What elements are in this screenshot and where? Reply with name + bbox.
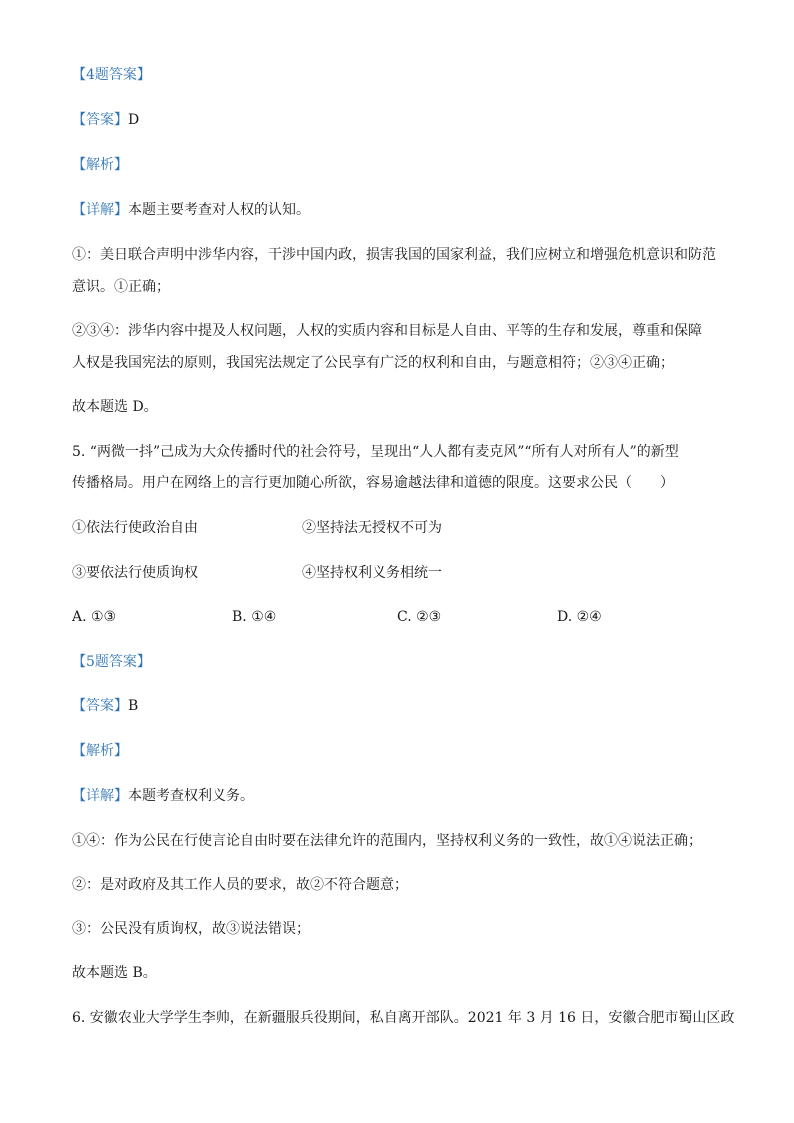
q5-choice-a: A. ①③ xyxy=(72,609,117,625)
q4-answer-header: 【4题答案】 xyxy=(72,67,151,83)
answer-tag: 【答案】 xyxy=(72,698,128,714)
q5-choice-d: D. ②④ xyxy=(557,609,602,625)
q4-answer-line xyxy=(72,111,139,129)
q4-explanation-2-line-2: 人权是我国宪法的原则，我国宪法规定了公民享有广泛的权利和自由，与题意相符；②③④正确； xyxy=(72,355,674,371)
q5-item-2: ②坚持法无授权不可为 xyxy=(302,520,442,536)
q5-conclusion: 故本题选 B。 xyxy=(72,965,157,981)
q5-item-4: ④坚持权利义务相统一 xyxy=(302,565,442,581)
q5-item-1: ①依法行使政治自由 xyxy=(72,520,198,536)
q4-explanation-2-line-1: ②③④：涉华内容中提及人权问题，人权的实质内容和目标是人自由、平等的生存和发展，尊重和保障 xyxy=(72,323,702,339)
q5-explanation-3: ③：公民没有质询权，故③说法错误； xyxy=(72,921,310,937)
answer-tag: 【答案】 xyxy=(72,112,128,128)
q4-detail-line xyxy=(72,201,310,219)
detail-tag: 【详解】 xyxy=(72,202,128,218)
q5-answer-line xyxy=(72,697,138,715)
q4-explanation-1-line-2: 意识。①正确； xyxy=(72,279,170,295)
q5-choice-b: B. ①④ xyxy=(232,609,277,625)
q5-stem-line-1: 5. “两微一抖”己成为大众传播时代的社会符号，呈现出“人人都有麦克风”“所有人对所有人”的新型 xyxy=(72,444,679,460)
q4-conclusion: 故本题选 D。 xyxy=(72,399,158,415)
detail-tag: 【详解】 xyxy=(72,788,128,804)
q5-explanation-2: ②：是对政府及其工作人员的要求，故②不符合题意； xyxy=(72,877,408,893)
q5-explanation-1: ①④：作为公民在行使言论自由时要在法律允许的范围内，坚持权利义务的一致性，故①④说法正确； xyxy=(72,833,702,849)
q5-detail-line xyxy=(72,787,254,805)
q4-explanation-1-line-1: ①：美日联合声明中涉华内容，干涉中国内政，损害我国的国家利益，我们应树立和增强危机意识和防范 xyxy=(72,247,716,263)
detail-text: 本题主要考查对人权的认知。 xyxy=(128,202,310,218)
q5-choice-c: C. ②③ xyxy=(397,609,442,625)
q5-answer-header: 【5题答案】 xyxy=(72,654,151,670)
answer-value: B xyxy=(128,698,139,714)
q5-stem-line-2: 传播格局。用户在网络上的言行更加随心所欲，容易逾越法律和道德的限度。这要求公民（ ） xyxy=(72,475,674,491)
q5-item-3: ③要依法行使质询权 xyxy=(72,565,198,581)
q4-analysis-tag: 【解析】 xyxy=(72,157,128,173)
detail-text: 本题考查权利义务。 xyxy=(128,788,254,804)
q5-analysis-tag: 【解析】 xyxy=(72,743,128,759)
answer-value: D xyxy=(128,112,140,128)
q6-stem-line-1: 6. 安徽农业大学学生李帅，在新疆服兵役期间，私自离开部队。2021 年 3 月 16 日，安徽合肥市蜀山区政 xyxy=(72,1010,735,1026)
